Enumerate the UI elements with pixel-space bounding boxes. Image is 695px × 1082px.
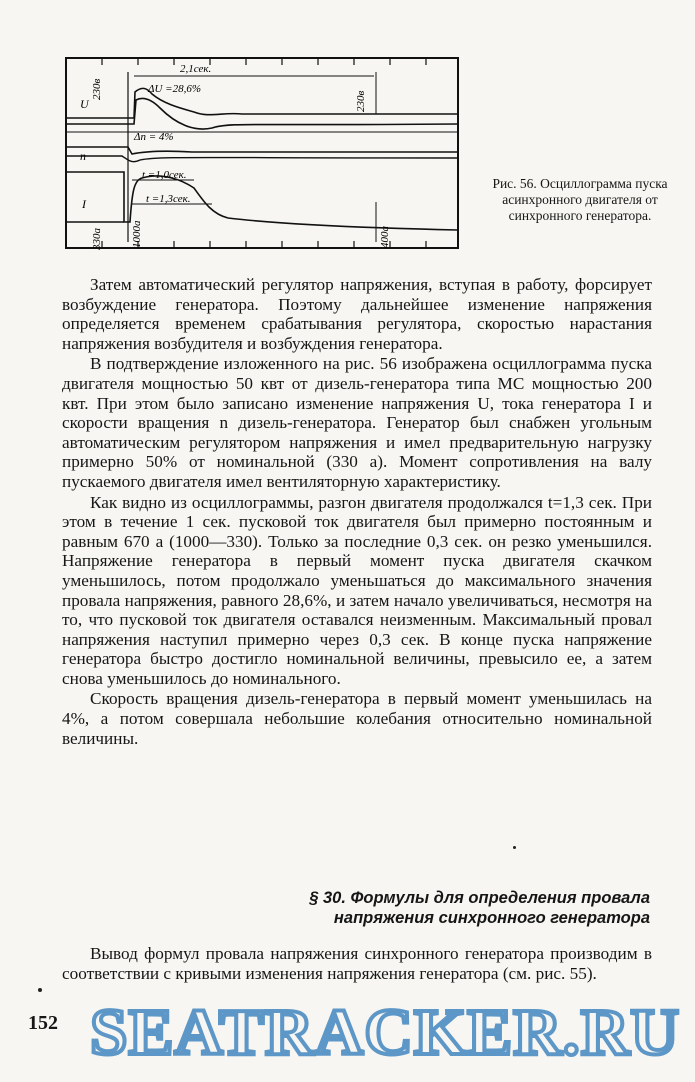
label-axis-i: I — [82, 197, 86, 211]
section-heading-line-1: § 30. Формулы для определения провала — [309, 889, 650, 907]
margin-mark — [513, 846, 516, 849]
label-t1: t =1,0сек. — [142, 169, 187, 181]
label-230-left: 230в — [91, 78, 103, 100]
label-delta-u: ΔU =28,6% — [148, 83, 201, 95]
oscillogram-svg — [62, 52, 462, 257]
label-1000a: 1000а — [131, 220, 143, 248]
watermark — [90, 990, 690, 1070]
time-ticks-bottom — [102, 241, 426, 248]
paragraph-3: Как видно из осциллограммы, разгон двигателя продолжался t=1,3 сек. При этом в течение 1 сек. пусковой ток двигателя был примерно постоянным и равным 670 а (1000—330). Только за последние 0,3 сек. он резко уменьшился. Напряжение генератора в первый момент пуска двигателя скачком уменьшилось, потом продолжало уменьшаться до максимального значения провала напряжения, равного 28,6%, и затем начало увеличиваться, несмотря на то, что пусковой ток двигателя оставался неизменным. Максимальный провал напряжения наступил примерно через 0,3 сек. В конце пуска напряжение генератора быстро достигло номинальной величины, превысило ее, а затем снова уменьшилось до номинального. — [62, 492, 652, 688]
watermark-text: SEATRACKER.RU — [90, 996, 680, 1069]
label-400a: 400а — [379, 226, 391, 248]
label-t2: t =1,3сек. — [146, 193, 191, 205]
label-230-right: 230в — [355, 90, 367, 112]
label-330a: 330а — [91, 228, 103, 250]
paragraph-1: Затем автоматический регулятор напряжения, вступая в работу, форсирует возбуждение генератора. Поэтому дальнейшее изменение напряжения определяется временем срабатывания регулятора, скоростью нарастания напряжения возбудителя и возбуждения генератора. — [62, 275, 652, 353]
margin-mark — [38, 988, 42, 992]
label-delta-n: Δn = 4% — [134, 131, 174, 143]
figure-caption: Рис. 56. Осциллограмма пуска асинхронного двигателя от синхронного генератора. — [492, 176, 668, 223]
current-trace — [66, 172, 458, 230]
voltage-trace-upper — [66, 88, 458, 118]
paragraph-5: Вывод формул провала напряжения синхронного генератора производим в соответствии с кривыми изменения напряжения генератора (см. рис. 55). — [62, 944, 652, 983]
label-duration: 2,1сек. — [180, 63, 212, 75]
section-heading — [250, 888, 650, 928]
oscillogram-figure — [62, 52, 462, 257]
paragraph-2: В подтверждение изложенного на рис. 56 изображена осциллограмма пуска двигателя мощностью 50 квт от дизель-генератора типа МС мощностью 200 квт. При этом было записано изменение напряжения U, тока генератора I и скорости вращения n дизель-генератора. Генератор был снабжен угольным автоматическим регулятором напряжения и имел предварительную нагрузку примерно 50% от номинальной (330 а). Момент сопротивления на валу пускаемого двигателя имел вентиляторную характеристику. — [62, 354, 652, 491]
page-number: 152 — [28, 1012, 58, 1034]
speed-trace-lower — [66, 156, 458, 162]
oscillogram-frame — [66, 58, 458, 248]
label-axis-n: n — [80, 149, 86, 163]
time-ticks-top — [102, 58, 426, 65]
body-text-2 — [62, 944, 652, 983]
section-heading-line-2: напряжения синхронного генератора — [333, 909, 650, 927]
body-text — [62, 275, 652, 749]
watermark-svg — [90, 990, 690, 1070]
paragraph-4: Скорость вращения дизель-генератора в первый момент уменьшилась на 4%, а потом совершала небольшие колебания относительно номинальной величины. — [62, 689, 652, 748]
label-axis-u: U — [80, 97, 89, 111]
speed-trace-upper — [66, 147, 458, 154]
